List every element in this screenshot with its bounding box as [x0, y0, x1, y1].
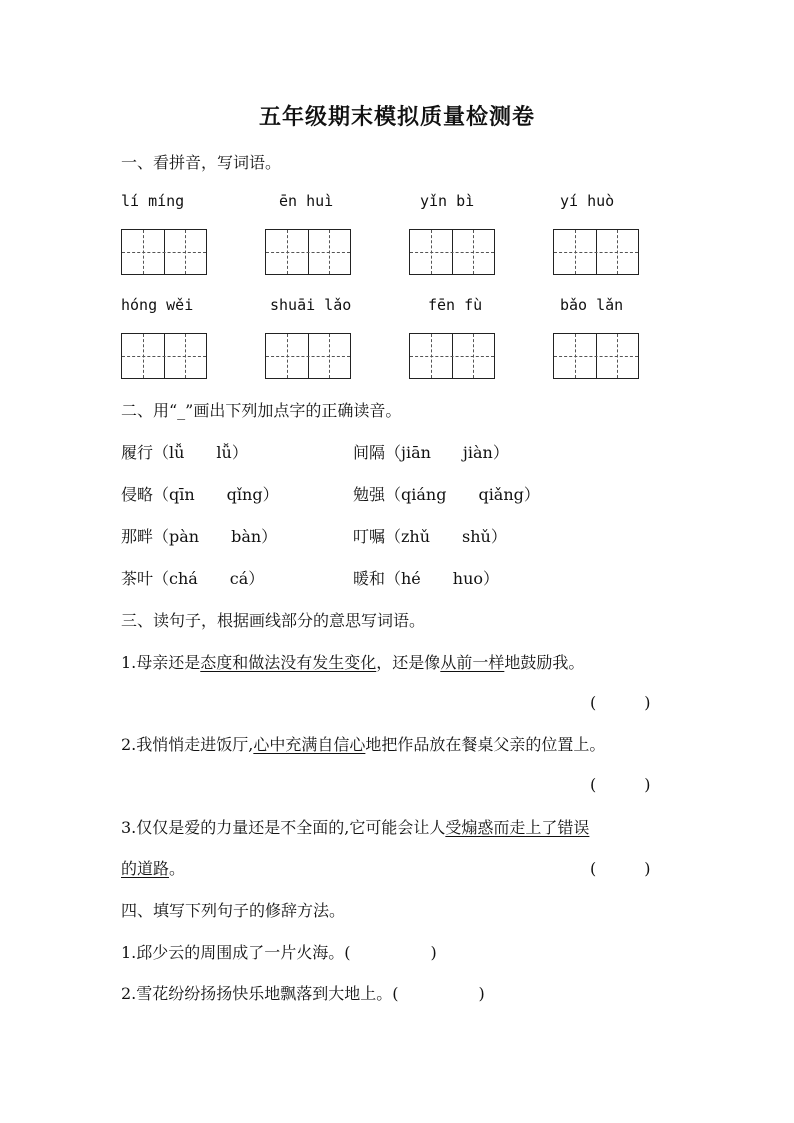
sentence-2: 2.我悄悄走进饭厅,心中充满自信心地把作品放在餐桌父亲的位置上。	[121, 735, 606, 754]
rhetoric-question-2[interactable]: 2.雪花纷纷扬扬快乐地飘落到大地上。( )	[121, 984, 485, 1003]
pinyin-4: yí huò	[560, 192, 615, 210]
reading-item: 暖和（hé huo）	[353, 569, 500, 588]
underlined-phrase: 的道路	[121, 859, 170, 878]
writing-grid[interactable]	[553, 229, 639, 275]
pinyin-6: shuāi lǎo	[270, 296, 352, 314]
writing-grid[interactable]	[409, 229, 495, 275]
section2-heading: 二、用“_”画出下列加点字的正确读音。	[121, 401, 402, 420]
pinyin-1: lí míng	[121, 192, 185, 210]
page-title: 五年级期末模拟质量检测卷	[258, 104, 535, 130]
underlined-phrase: 从前一样	[440, 653, 505, 672]
sentence-1: 1.母亲还是态度和做法没有发生变化，还是像从前一样地鼓励我。	[121, 653, 585, 672]
pinyin-3: yǐn bì	[420, 192, 475, 210]
writing-grid[interactable]	[409, 333, 495, 379]
reading-item: 叮嘱（zhǔ shǔ）	[353, 527, 507, 546]
writing-grid[interactable]	[121, 229, 207, 275]
reading-item: 茶叶（chá cá）	[121, 569, 265, 588]
reading-item: 那畔（pàn bàn）	[121, 527, 278, 546]
underlined-phrase: 态度和做法没有发生变化	[200, 653, 377, 672]
answer-blank[interactable]: ( )	[590, 859, 651, 878]
underlined-phrase: 受煽惑而走上了错误	[445, 818, 590, 837]
pinyin-2: ēn huì	[279, 192, 334, 210]
rhetoric-question-1[interactable]: 1.邱少云的周围成了一片火海。( )	[121, 943, 437, 962]
pinyin-7: fēn fù	[428, 296, 483, 314]
answer-blank[interactable]: ( )	[590, 693, 651, 712]
writing-grid[interactable]	[121, 333, 207, 379]
reading-item: 勉强（qiáng qiǎng）	[353, 485, 540, 504]
section1-heading: 一、看拼音，写词语。	[121, 153, 282, 172]
sentence-3-cont: 的道路。	[121, 859, 186, 878]
writing-grid[interactable]	[553, 333, 639, 379]
reading-item: 间隔（jiān jiàn）	[353, 443, 509, 462]
writing-grid[interactable]	[265, 333, 351, 379]
section4-heading: 四、填写下列句子的修辞方法。	[121, 901, 346, 920]
reading-item: 侵略（qīn qǐng）	[121, 485, 279, 504]
pinyin-8: bǎo lǎn	[560, 296, 624, 314]
pinyin-5: hóng wěi	[121, 296, 194, 314]
section3-heading: 三、读句子，根据画线部分的意思写词语。	[121, 611, 426, 630]
answer-blank[interactable]: ( )	[590, 775, 651, 794]
writing-grid[interactable]	[265, 229, 351, 275]
underlined-phrase: 心中充满自信心	[253, 735, 366, 754]
reading-item: 履行（lǚ lǚ）	[121, 443, 248, 462]
sentence-3: 3.仅仅是爱的力量还是不全面的,它可能会让人受煽惑而走上了错误	[121, 818, 590, 837]
